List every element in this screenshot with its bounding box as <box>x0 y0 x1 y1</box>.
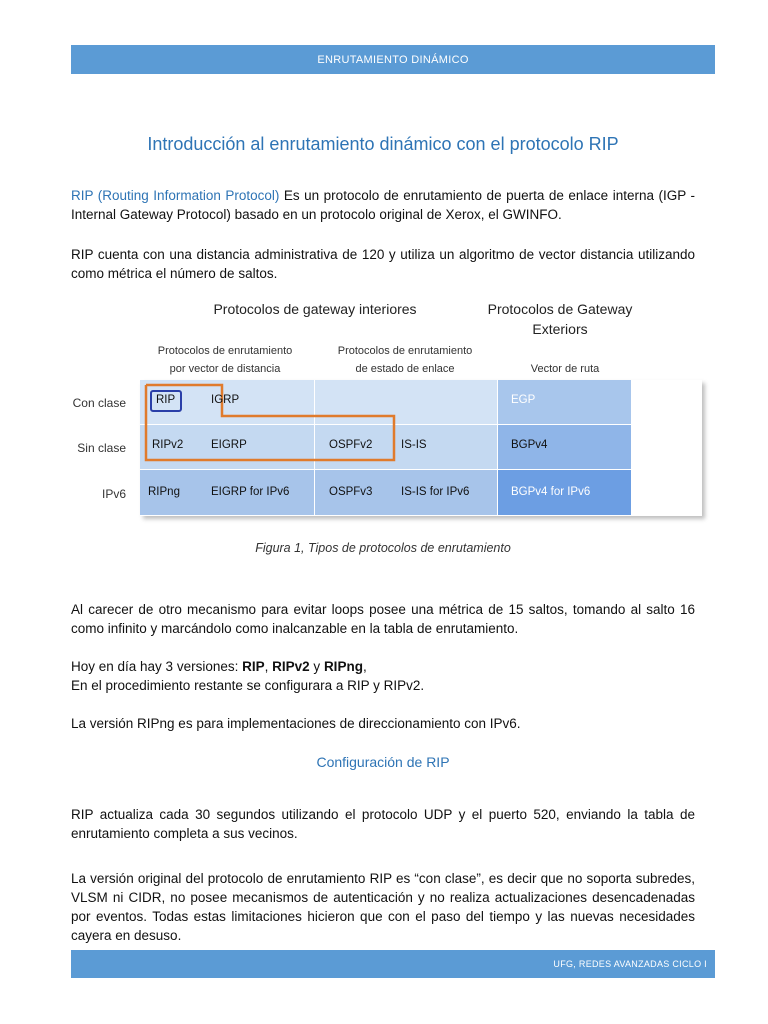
cell-ripv2: RIPv2 <box>152 439 184 451</box>
version-ripv2: RIPv2 <box>272 659 310 674</box>
figure-sub-dv-line2: por vector de distancia <box>169 363 281 375</box>
figure-sub-path-vector: Vector de ruta <box>530 363 600 375</box>
paragraph-rip-definition <box>71 186 695 224</box>
version-ripng: RIPng <box>323 659 363 674</box>
cell-rip: RIP <box>156 394 176 406</box>
versions-sep2: y <box>309 659 324 674</box>
figure-sub-link-state <box>325 342 485 378</box>
versions-intro: Hoy en día hay 3 versiones: <box>71 659 243 674</box>
paragraph-hop-metric: Al carecer de otro mecanismo para evitar loops posee una métrica de 15 saltos, tomando al salto 16 como infinito y marcándolo como inalcanzable en la tabla de enrutamiento. <box>71 602 695 636</box>
row-label-classless: Sin clase <box>77 441 126 455</box>
paragraph-admin-distance: RIP cuenta con una distancia administrativa de 120 y utiliza un algoritmo de vector distancia utilizando como métrica el número de saltos. <box>71 247 695 281</box>
page-title: Introducción al enrutamiento dinámico con el protocolo RIP <box>147 134 619 154</box>
cell-isis-ipv6: IS-IS for IPv6 <box>401 486 470 498</box>
header-bar <box>71 45 715 74</box>
cell-bgpv4: BGPv4 <box>511 439 548 451</box>
figure-sub-distance-vector <box>145 342 305 378</box>
cell-ospfv2: OSPFv2 <box>329 439 373 451</box>
figure-header-exterior-1: Protocolos de Gateway <box>487 301 633 317</box>
versions-end: , <box>362 659 367 674</box>
routing-protocols-figure <box>70 295 640 525</box>
figure-sub-ls-line1: Protocolos de enrutamiento <box>337 345 473 357</box>
rip-term: RIP (Routing Information Protocol) <box>71 188 280 203</box>
figure-sub-dv-line1: Protocolos de enrutamiento <box>157 345 293 357</box>
row-label-ipv6: IPv6 <box>101 487 126 501</box>
row-label-classful: Con clase <box>72 396 126 410</box>
footer-bar <box>71 950 715 978</box>
figure-sub-ls-line2: de estado de enlace <box>355 363 455 375</box>
protocol-grid <box>140 380 702 516</box>
version-rip: RIP <box>242 659 265 674</box>
versions-sep1: , <box>264 659 273 674</box>
cell-bgpv4-ipv6: BGPv4 for IPv6 <box>511 486 591 498</box>
cell-ospfv3: OSPFv3 <box>329 486 373 498</box>
paragraph-rip-updates: RIP actualiza cada 30 segundos utilizando el protocolo UDP y el puerto 520, enviando la tabla de enrutamiento completa a sus vecinos. <box>71 807 695 841</box>
cell-eigrp-ipv6: EIGRP for IPv6 <box>211 486 290 498</box>
paragraph-versions <box>71 657 695 695</box>
cell-igrp: IGRP <box>211 394 240 406</box>
cell-isis: IS-IS <box>401 439 427 451</box>
header-title: ENRUTAMIENTO DINÁMICO <box>317 53 469 66</box>
section-subtitle: Configuración de RIP <box>316 754 450 770</box>
cell-egp: EGP <box>511 394 536 406</box>
footer-text: UFG, REDES AVANZADAS CICLO I <box>553 959 707 969</box>
cell-ripng: RIPng <box>148 486 180 498</box>
cell-eigrp: EIGRP <box>211 439 247 451</box>
figure-header-interior: Protocolos de gateway interiores <box>213 301 417 317</box>
figure-caption: Figura 1, Tipos de protocolos de enrutamiento <box>255 541 511 555</box>
figure-header-exterior-2: Exteriors <box>532 321 588 337</box>
versions-procedure: En el procedimiento restante se configurara a RIP y RIPv2. <box>71 678 425 693</box>
paragraph-ripng: La versión RIPng es para implementaciones de direccionamiento con IPv6. <box>71 716 521 731</box>
paragraph-classful-limitations: La versión original del protocolo de enrutamiento RIP es “con clase”, es decir que no soporta subredes, VLSM ni CIDR, no posee mecanismos de autenticación y no realiza actualizaciones desencadenadas por eventos. Todas estas limitaciones hicieron que con el paso del tiempo y las nuevas necesidades cayera en desuso. <box>71 871 695 943</box>
rip-definition-text: Es un protocolo de enrutamiento de puerta de enlace interna (IGP - Internal Gateway Protocol) basado en un protocolo original de Xerox, el GWINFO. <box>71 188 695 222</box>
